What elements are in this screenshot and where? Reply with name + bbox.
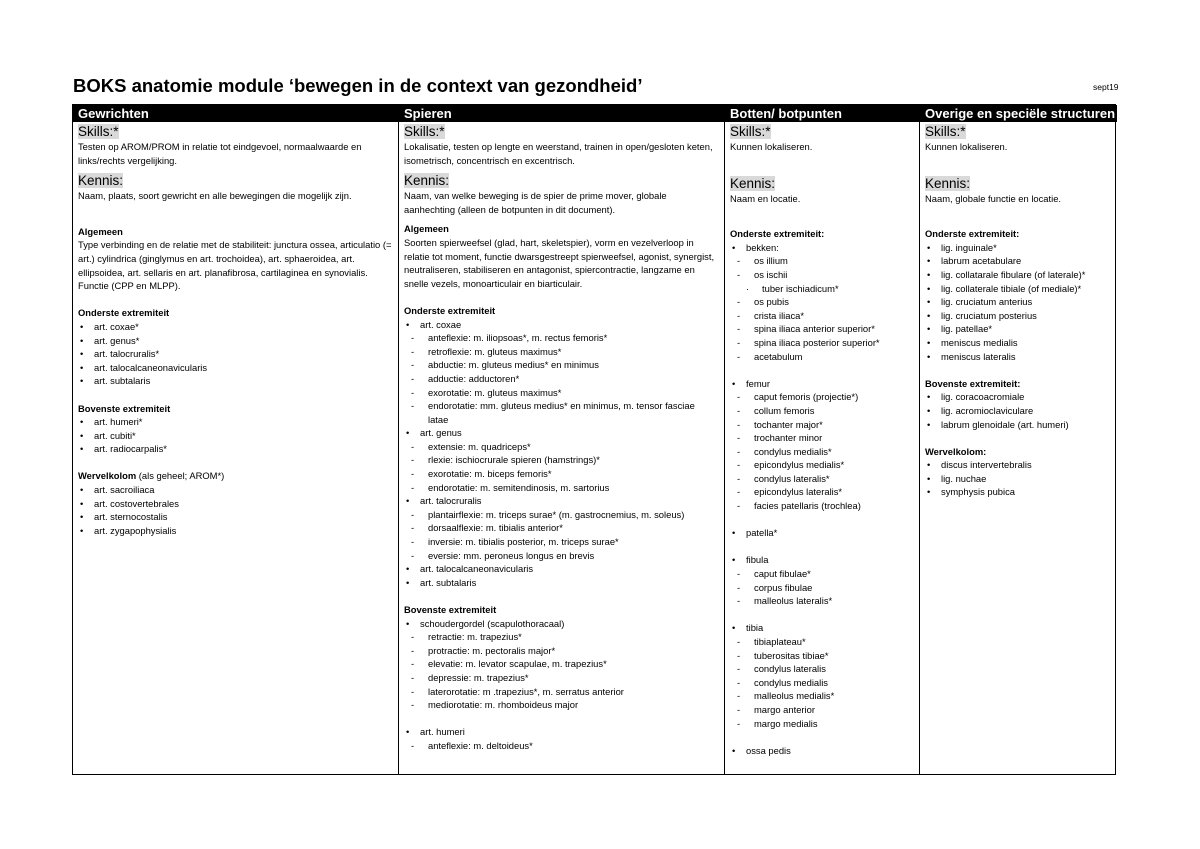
list-subitem: - adductie: adductoren* (404, 372, 720, 386)
list-subitem: - endorotatie: mm. gluteus medius* en minimus, m. tensor fasciae latae (404, 399, 704, 426)
list-item: • art. coxae (404, 318, 720, 332)
list-item: • lig. inguinale* (925, 241, 1113, 255)
list-wervelkolom (925, 458, 1113, 499)
list-subitem: - tochanter major* (730, 418, 915, 432)
skills-label: Skills:* (730, 124, 771, 139)
section-title-algemeen: Algemeen (404, 223, 449, 235)
column-botten (725, 105, 920, 774)
list-item: • lig. coracoacromiale (925, 390, 1113, 404)
kennis-label: Kennis: (925, 175, 971, 191)
list-item: • art. genus (404, 426, 720, 440)
list-subitem: - corpus fibulae (730, 581, 915, 595)
list-femur (730, 377, 915, 513)
list-item: • tibia (730, 621, 915, 635)
list-ossa (730, 744, 915, 758)
list-subitem: - retractie: m. trapezius* (404, 630, 720, 644)
section-title-wervelkolom: Wervelkolom: (925, 445, 987, 457)
column-header-spieren: Spieren (399, 105, 724, 122)
list-onderste (925, 241, 1113, 363)
list-onderste (78, 320, 394, 388)
list-subitem: - spina iliaca anterior superior* (730, 322, 915, 336)
list-subitem: - collum femoris (730, 404, 915, 418)
list-item: • labrum glenoidale (art. humeri) (925, 418, 1113, 432)
skills-label: Skills:* (925, 124, 966, 139)
list-item: • art. zygapophysialis (78, 524, 394, 538)
list-item: • lig. collaterale tibiale (of mediale)* (925, 282, 1113, 296)
list-subitem: - eversie: mm. peroneus longus en brevis (404, 549, 720, 563)
list-subitem: - anteflexie: m. iliopsoas*, m. rectus femoris* (404, 331, 720, 345)
list-item: • schoudergordel (scapulothoracaal) (404, 617, 720, 631)
list-subsubitem: · tuber ischiadicum* (730, 282, 915, 296)
list-bovenste (404, 617, 720, 712)
list-subitem: - plantairflexie: m. triceps surae* (m. gastrocnemius, m. soleus) (404, 508, 720, 522)
list-item: • art. talocruralis (404, 494, 720, 508)
list-subitem: - acetabulum (730, 350, 915, 364)
list-subitem: - crista iliaca* (730, 309, 915, 323)
list-subitem: - inversie: m. tibialis posterior, m. triceps surae* (404, 535, 720, 549)
section-title-bovenste: Bovenste extremiteit: (925, 377, 1021, 389)
list-subitem: - tuberositas tibiae* (730, 649, 915, 663)
list-subitem: - caput femoris (projectie*) (730, 390, 915, 404)
section-title-bovenste: Bovenste extremiteit (78, 402, 171, 414)
list-item: • art. humeri (404, 725, 720, 739)
list-item: • meniscus medialis (925, 336, 1113, 350)
column-header-gewrichten: Gewrichten (73, 105, 398, 122)
skills-text: Testen op AROM/PROM in relatie tot eindgevoel, normaalwaarde en links/rechts vergelijking. (78, 141, 362, 166)
list-item: • art. talocalcaneonavicularis (78, 361, 394, 375)
list-subitem: - anteflexie: m. deltoideus* (404, 739, 720, 753)
list-item: • discus intervertebralis (925, 458, 1113, 472)
list-item: • art. talocruralis* (78, 347, 394, 361)
section-title-wervelkolom: Wervelkolom (als geheel; AROM*) (78, 470, 225, 482)
list-subitem: - caput fibulae* (730, 567, 915, 581)
section-title-onderste: Onderste extremiteit: (730, 228, 825, 240)
list-subitem: - spina iliaca posterior superior* (730, 336, 915, 350)
list-item: • meniscus lateralis (925, 350, 1113, 364)
list-item: • symphysis pubica (925, 485, 1113, 499)
list-subitem: - dorsaalflexie: m. tibialis anterior* (404, 521, 720, 535)
list-item: • femur (730, 377, 915, 391)
list-subitem: - elevatie: m. levator scapulae, m. trapezius* (404, 657, 720, 671)
list-item: • art. coxae* (78, 320, 394, 334)
list-item: • art. subtalaris (78, 374, 394, 388)
list-item: • art. humeri* (78, 415, 394, 429)
algemeen-text: Soorten spierweefsel (glad, hart, skeletspier), vorm en vezelverloop in relatie tot moment, functie dwarsgestreept spierweefsel, agonist, synergist, neutraliseren, stabiliseren en antagonist, spiercontractie, langzame en snelle vezels, monoarticulair en biarticulair. (404, 236, 715, 289)
list-subitem: - rlexie: ischiocrurale spieren (hamstrings)* (404, 453, 720, 467)
list-subitem: - margo medialis (730, 717, 915, 731)
list-item: • art. subtalaris (404, 576, 720, 590)
algemeen-functie: Functie (CPP en MLPP). (78, 280, 181, 292)
list-onderste (730, 241, 915, 363)
kennis-label: Kennis: (78, 173, 124, 189)
list-subitem: - abductie: m. gluteus medius* en minimus (404, 358, 720, 372)
section-title-bovenste: Bovenste extremiteit (404, 604, 497, 615)
skills-text: Lokalisatie, testen op lengte en weerstand, trainen in open/gesloten keten, isometrisch, concentrisch en excentrisch. (404, 141, 713, 166)
content-table (72, 104, 1116, 775)
list-subitem: - epicondylus medialis* (730, 458, 915, 472)
column-header-overige: Overige en speciële structuren (920, 105, 1117, 122)
kennis-label: Kennis: (730, 175, 776, 191)
list-item: • art. sternocostalis (78, 510, 394, 524)
list-subitem: - epicondylus lateralis* (730, 485, 915, 499)
list-subitem: - retroflexie: m. gluteus maximus* (404, 345, 720, 359)
list-subitem: - endorotatie: m. semitendinosis, m. sartorius (404, 481, 720, 495)
list-item: • lig. cruciatum anterius (925, 295, 1113, 309)
algemeen-text: Type verbinding en de relatie met de stabiliteit: junctura ossea, articulatio (= art.) cylindrica (ginglymus en art. trochoidea), art. sphaeroidea, art. ellipsoidea, art. sellaris en art. planafibrosa, cartilaginea en synovialis. (78, 239, 392, 278)
list-item: • art. cubiti* (78, 429, 394, 443)
list-subitem: - mediorotatie: m. rhomboideus major (404, 698, 720, 712)
list-item: • lig. collatarale fibulare (of laterale)* (925, 268, 1113, 282)
document-title: BOKS anatomie module ‘bewegen in de context van gezondheid’ (73, 75, 643, 96)
list-subitem: - condylus medialis (730, 676, 915, 690)
list-item: • fibula (730, 553, 915, 567)
kennis-text: Naam, van welke beweging is de spier de prime mover, globale aanhechting (alleen de botpunten in dit document). (404, 190, 667, 215)
skills-label: Skills:* (404, 124, 445, 139)
list-item: • art. sacroiliaca (78, 483, 394, 497)
list-subitem: - extensie: m. quadriceps* (404, 440, 720, 454)
list-wervelkolom (78, 483, 394, 537)
list-subitem: - malleolus medialis* (730, 689, 915, 703)
list-subitem: - os illium (730, 254, 915, 268)
list-subitem: - facies patellaris (trochlea) (730, 499, 915, 513)
list-item: • art. costovertebrales (78, 497, 394, 511)
kennis-text: Naam en locatie. (730, 192, 801, 204)
list-item: • patella* (730, 526, 915, 540)
list-bovenste (925, 390, 1113, 431)
kennis-text: Naam, globale functie en locatie. (925, 192, 1062, 204)
list-patella (730, 526, 915, 540)
section-title-algemeen: Algemeen (78, 225, 123, 237)
list-tibia (730, 621, 915, 730)
list-item: • labrum acetabulare (925, 254, 1113, 268)
list-subitem: - malleolus lateralis* (730, 594, 915, 608)
section-title-onderste: Onderste extremiteit: (925, 228, 1020, 240)
list-item: • art. radiocarpalis* (78, 442, 394, 456)
list-bovenste (78, 415, 394, 456)
list-subitem: - os pubis (730, 295, 915, 309)
list-humeri (404, 725, 720, 752)
skills-text: Kunnen lokaliseren. (925, 141, 1008, 152)
list-item: • art. talocalcaneonavicularis (404, 562, 720, 576)
list-subitem: - os ischii (730, 268, 915, 282)
list-subitem: - exorotatie: m. biceps femoris* (404, 467, 720, 481)
section-title-onderste: Onderste extremiteit (404, 304, 496, 316)
list-subitem: - margo anterior (730, 703, 915, 717)
list-item: • lig. acromioclaviculare (925, 404, 1113, 418)
skills-text: Kunnen lokaliseren. (730, 141, 813, 152)
list-subitem: - exorotatie: m. gluteus maximus* (404, 386, 720, 400)
list-subitem: - condylus lateralis* (730, 472, 915, 486)
list-subitem: - tibiaplateau* (730, 635, 915, 649)
list-onderste (404, 318, 720, 590)
list-subitem: - condylus medialis* (730, 445, 915, 459)
document-date: sept19 (1093, 82, 1119, 92)
list-item: • bekken: (730, 241, 915, 255)
list-subitem: - condylus lateralis (730, 662, 915, 676)
list-item: • lig. patellae* (925, 322, 1113, 336)
column-overige (920, 105, 1117, 774)
list-subitem: - laterorotatie: m .trapezius*, m. serratus anterior (404, 685, 720, 699)
list-subitem: - protractie: m. pectoralis major* (404, 644, 720, 658)
list-item: • ossa pedis (730, 744, 915, 758)
list-item: • lig. cruciatum posterius (925, 309, 1113, 323)
kennis-text: Naam, plaats, soort gewricht en alle bewegingen die mogelijk zijn. (78, 190, 352, 202)
section-title-onderste: Onderste extremiteit (78, 307, 170, 319)
list-item: • lig. nuchae (925, 472, 1113, 486)
column-header-botten: Botten/ botpunten (725, 105, 919, 122)
kennis-label: Kennis: (404, 173, 450, 189)
list-item: • art. genus* (78, 334, 394, 348)
column-spieren (399, 105, 725, 774)
column-gewrichten (73, 105, 399, 774)
list-subitem: - depressie: m. trapezius* (404, 671, 720, 685)
list-subitem: - trochanter minor (730, 431, 915, 445)
list-fibula (730, 553, 915, 607)
skills-label: Skills:* (78, 124, 119, 139)
